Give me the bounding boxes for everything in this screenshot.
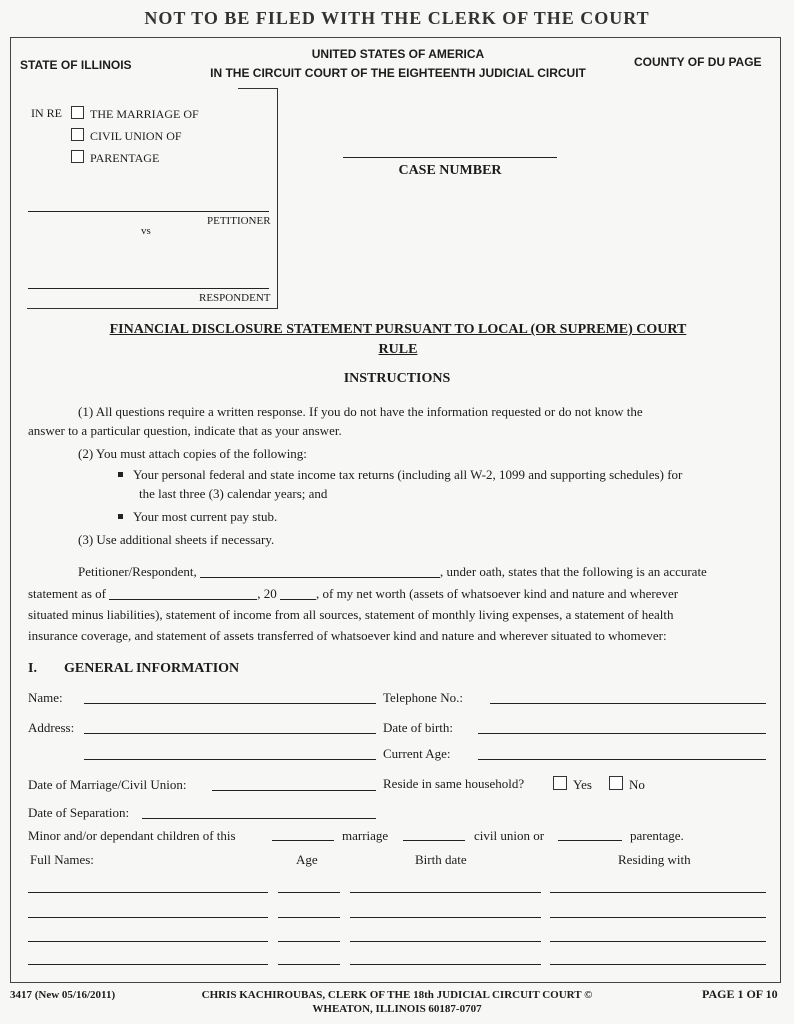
- household-no-option[interactable]: No: [609, 776, 645, 793]
- parentage-children-field[interactable]: [558, 840, 622, 841]
- statement-line-2: statement as of , 20 , of my net worth (assets of whatsoever kind and nature and wherever: [28, 586, 679, 601]
- section-heading: GENERAL INFORMATION: [64, 661, 240, 676]
- col-full-names: Full Names:: [30, 852, 94, 867]
- telephone-field[interactable]: [490, 703, 766, 704]
- current-age-label: Current Age:: [383, 746, 451, 761]
- marriage-label: marriage: [342, 828, 389, 843]
- child-name-field[interactable]: [28, 941, 268, 942]
- household-yes-checkbox[interactable]: [553, 776, 567, 790]
- instruction-2: (2) You must attach copies of the following:: [78, 446, 307, 461]
- court-label: IN THE CIRCUIT COURT OF THE EIGHTEENTH JUDICIAL CIRCUIT: [210, 66, 586, 80]
- child-residing-field[interactable]: [550, 964, 766, 965]
- child-name-field[interactable]: [28, 917, 268, 918]
- child-residing-field[interactable]: [550, 892, 766, 893]
- name-field[interactable]: [84, 703, 376, 704]
- household-yes-option[interactable]: Yes: [553, 776, 592, 793]
- child-age-field[interactable]: [278, 892, 340, 893]
- marriage-date-field[interactable]: [212, 790, 376, 791]
- statement-line-3: situated minus liabilities), statement of income from all sources, statement of monthly living expenses, a statement of health: [28, 607, 674, 622]
- civil-union-or-label: civil union or: [474, 828, 545, 843]
- county-label: COUNTY OF DU PAGE: [634, 55, 762, 69]
- petitioner-line[interactable]: [28, 211, 269, 212]
- statement-line-4: insurance coverage, and statement of assets transferred of whatsoever kind and nature and wherever situated to whomever:: [28, 628, 667, 643]
- child-birth-field[interactable]: [350, 917, 541, 918]
- current-age-field[interactable]: [478, 759, 766, 760]
- section-number: I.: [28, 661, 37, 676]
- child-name-field[interactable]: [28, 892, 268, 893]
- page-number: PAGE 1 OF 10: [702, 987, 778, 1001]
- name-label: Name:: [28, 690, 63, 705]
- child-age-field[interactable]: [278, 917, 340, 918]
- case-number-line[interactable]: [343, 157, 557, 158]
- instructions-heading: INSTRUCTIONS: [343, 371, 451, 386]
- address-field-1[interactable]: [84, 733, 376, 734]
- col-age: Age: [296, 852, 318, 867]
- telephone-label: Telephone No.:: [383, 690, 463, 705]
- dob-label: Date of birth:: [383, 720, 454, 735]
- address-field-2[interactable]: [84, 759, 376, 760]
- vs-label: vs: [141, 225, 151, 237]
- option-civil-union[interactable]: CIVIL UNION OF: [71, 128, 182, 144]
- filing-banner: NOT TO BE FILED WITH THE CLERK OF THE COURT: [144, 8, 650, 28]
- page-frame-bottom: [10, 982, 780, 983]
- case-number-label: CASE NUMBER: [398, 163, 502, 178]
- child-birth-field[interactable]: [350, 941, 541, 942]
- parentage-label: parentage.: [630, 828, 684, 843]
- petitioner-label: PETITIONER: [207, 215, 271, 227]
- respondent-line[interactable]: [28, 288, 269, 289]
- country-label: UNITED STATES OF AMERICA: [311, 47, 485, 61]
- minor-children-label: Minor and/or dependant children of this: [28, 828, 236, 843]
- statement-line-1: Petitioner/Respondent, , under oath, states that the following is an accurate: [78, 564, 707, 579]
- child-name-field[interactable]: [28, 964, 268, 965]
- address-label: Address:: [28, 720, 75, 735]
- child-age-field[interactable]: [278, 941, 340, 942]
- marriage-date-label: Date of Marriage/Civil Union:: [28, 777, 187, 792]
- statement-date-field[interactable]: [109, 599, 257, 600]
- household-no-checkbox[interactable]: [609, 776, 623, 790]
- child-age-field[interactable]: [278, 964, 340, 965]
- bullet-icon: [118, 472, 123, 477]
- option-marriage[interactable]: THE MARRIAGE OF: [71, 106, 199, 122]
- col-residing-with: Residing with: [618, 852, 691, 867]
- caption-box-top-rule: [238, 88, 278, 89]
- instruction-bullet-1b: the last three (3) calendar years; and: [139, 486, 328, 501]
- col-birth-date: Birth date: [415, 852, 467, 867]
- child-residing-field[interactable]: [550, 941, 766, 942]
- instruction-1b: answer to a particular question, indicate that as your answer.: [28, 423, 342, 438]
- instruction-bullet-2: Your most current pay stub.: [118, 507, 277, 526]
- state-label: STATE OF ILLINOIS: [20, 58, 132, 72]
- statement-year-field[interactable]: [280, 599, 316, 600]
- in-re-label: IN RE: [31, 106, 62, 120]
- marriage-checkbox[interactable]: [71, 106, 84, 119]
- child-residing-field[interactable]: [550, 917, 766, 918]
- parentage-checkbox[interactable]: [71, 150, 84, 163]
- same-household-label: Reside in same household?: [383, 776, 525, 791]
- option-parentage[interactable]: PARENTAGE: [71, 150, 159, 166]
- instruction-bullet-1: Your personal federal and state income tax returns (including all W-2, 1099 and supporting schedules) for: [118, 465, 682, 484]
- child-birth-field[interactable]: [350, 892, 541, 893]
- separation-label: Date of Separation:: [28, 805, 130, 820]
- instruction-1a: (1) All questions require a written response. If you do not have the information requested or do not know the: [78, 404, 643, 419]
- clerk-name: CHRIS KACHIROUBAS, CLERK OF THE 18th JUDICIAL CIRCUIT COURT ©: [201, 989, 593, 1001]
- marriage-children-field[interactable]: [272, 840, 334, 841]
- bullet-icon: [118, 514, 123, 519]
- civil-union-children-field[interactable]: [403, 840, 465, 841]
- party-name-field[interactable]: [200, 577, 440, 578]
- respondent-label: RESPONDENT: [199, 292, 271, 304]
- instruction-3: (3) Use additional sheets if necessary.: [78, 532, 275, 547]
- clerk-address: WHEATON, ILLINOIS 60187-0707: [312, 1003, 482, 1015]
- child-birth-field[interactable]: [350, 964, 541, 965]
- separation-field[interactable]: [142, 818, 376, 819]
- form-number: 3417 (New 05/16/2011): [10, 989, 116, 1001]
- dob-field[interactable]: [478, 733, 766, 734]
- document-title: FINANCIAL DISCLOSURE STATEMENT PURSUANT TO LOCAL (OR SUPREME) COURT RULE: [109, 322, 687, 357]
- civil-union-checkbox[interactable]: [71, 128, 84, 141]
